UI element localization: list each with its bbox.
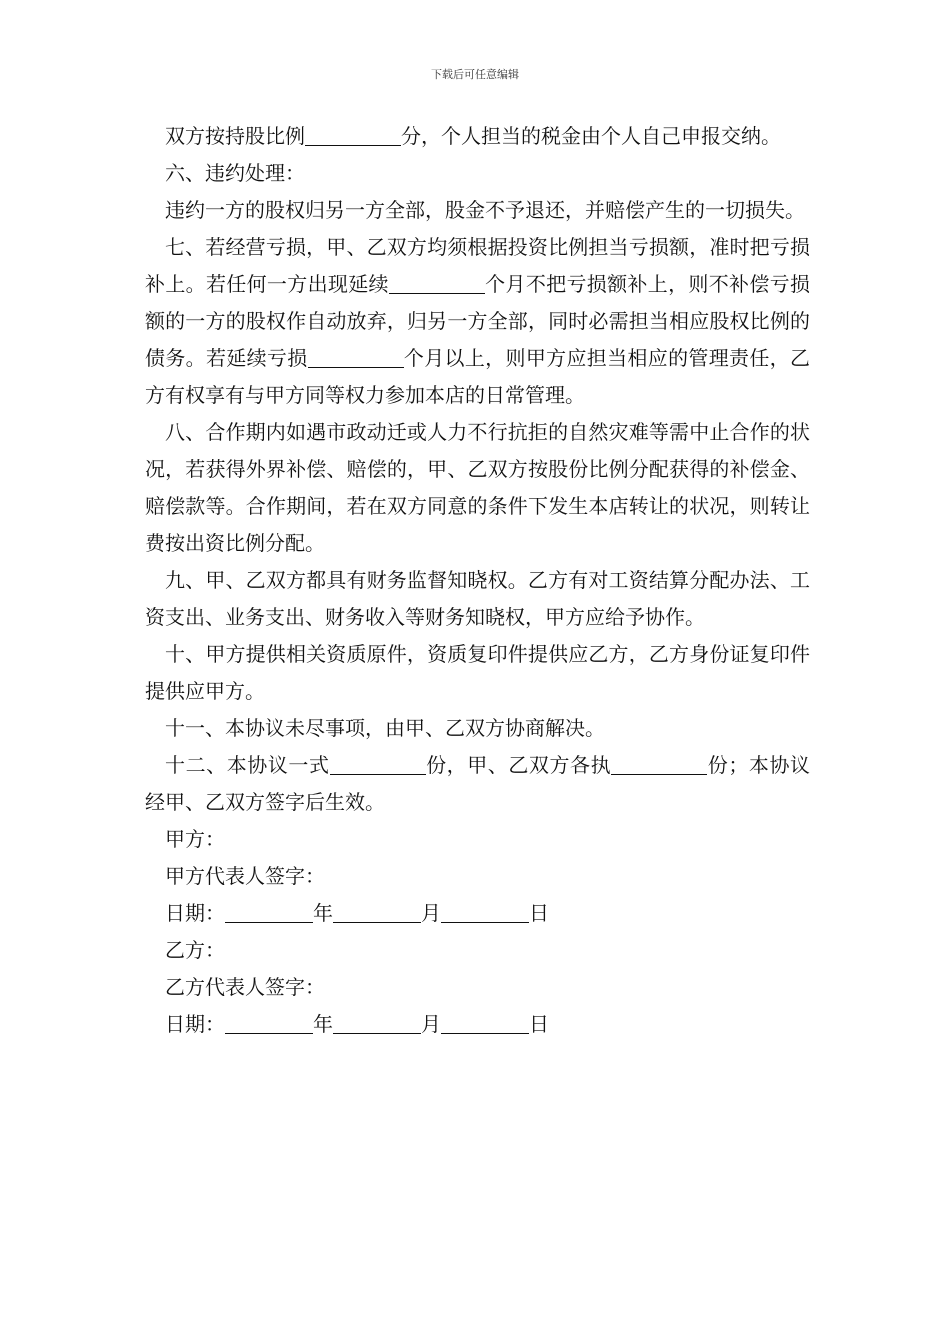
blank-line [308, 343, 404, 368]
paragraph-text: 个月以上，则甲方应担当相应的管理责任，乙方有权享有与甲方同等权力参加本店的日常管理。 [145, 346, 811, 407]
paragraph-losses [145, 229, 810, 414]
paragraph-finance-rights: 九、甲、乙双方都具有财务监督知晓权。乙方有对工资结算分配办法、工资支出、业务支出、财务收入等财务知晓权，甲方应给予协作。 [145, 568, 810, 629]
blank-line [441, 1009, 529, 1034]
day-label: 日 [529, 901, 549, 925]
document-body [145, 118, 810, 1043]
blank-line [611, 750, 707, 775]
blank-line [225, 898, 313, 923]
paragraph-text: 双方按持股比例 [165, 124, 305, 148]
party-a-rep-signature: 甲方代表人签字： [165, 864, 325, 888]
paragraph-text: 个月不把亏损额补上，则不补偿亏损额的一方的股权作自动放弃，归另一方全部，同时必需担当相应股权比例的债务。若延续亏损 [145, 272, 811, 370]
blank-line [333, 898, 421, 923]
paragraph-shares-tax [145, 118, 810, 155]
paragraph-text: 十二、本协议一式 [165, 753, 330, 777]
blank-line [389, 269, 485, 294]
blank-line [441, 898, 529, 923]
month-label: 月 [421, 901, 441, 925]
paragraph-text: 七、若经营亏损，甲、乙双方均须根据投资比例担当亏损额，准时把亏损补上。若任何一方出现延续 [145, 235, 810, 296]
date-label: 日期： [165, 901, 225, 925]
paragraph-termination: 八、合作期内如遇市政动迁或人力不行抗拒的自然灾难等需中止合作的状况，若获得外界补偿、赔偿的，甲、乙双方按股份比例分配获得的补偿金、赔偿款等。合作期间，若在双方同意的条件下发生本店转让的状况，则转让费按出资比例分配。 [145, 420, 810, 555]
year-label: 年 [313, 1012, 333, 1036]
party-b-label: 乙方： [165, 938, 225, 962]
party-b-rep-signature: 乙方代表人签字： [165, 975, 325, 999]
blank-line [330, 750, 426, 775]
blank-line [333, 1009, 421, 1034]
year-label: 年 [313, 901, 333, 925]
paragraph-text: 分，个人担当的税金由个人自己申报交纳。 [401, 124, 781, 148]
paragraph-copies [145, 747, 810, 821]
date-label: 日期： [165, 1012, 225, 1036]
blank-line [305, 121, 401, 146]
paragraph-breach: 违约一方的股权归另一方全部，股金不予退还，并赔偿产生的一切损失。 [165, 198, 805, 222]
paragraph-documents: 十、甲方提供相关资质原件，资质复印件提供应乙方，乙方身份证复印件提供应甲方。 [145, 642, 810, 703]
day-label: 日 [529, 1012, 549, 1036]
blank-line [225, 1009, 313, 1034]
party-b-date-line [145, 1006, 810, 1043]
paragraph-text: 份，甲、乙双方各执 [425, 753, 612, 777]
section-heading-breach: 六、违约处理： [165, 161, 305, 185]
paragraph-unresolved: 十一、本协议未尽事项，由甲、乙双方协商解决。 [165, 716, 605, 740]
month-label: 月 [421, 1012, 441, 1036]
party-a-label: 甲方： [165, 827, 225, 851]
party-a-date-line [145, 895, 810, 932]
paragraph-text: 份；本协议经甲、乙双方签字后生效。 [145, 753, 811, 814]
page-header: 下载后可任意编辑 [431, 68, 519, 81]
